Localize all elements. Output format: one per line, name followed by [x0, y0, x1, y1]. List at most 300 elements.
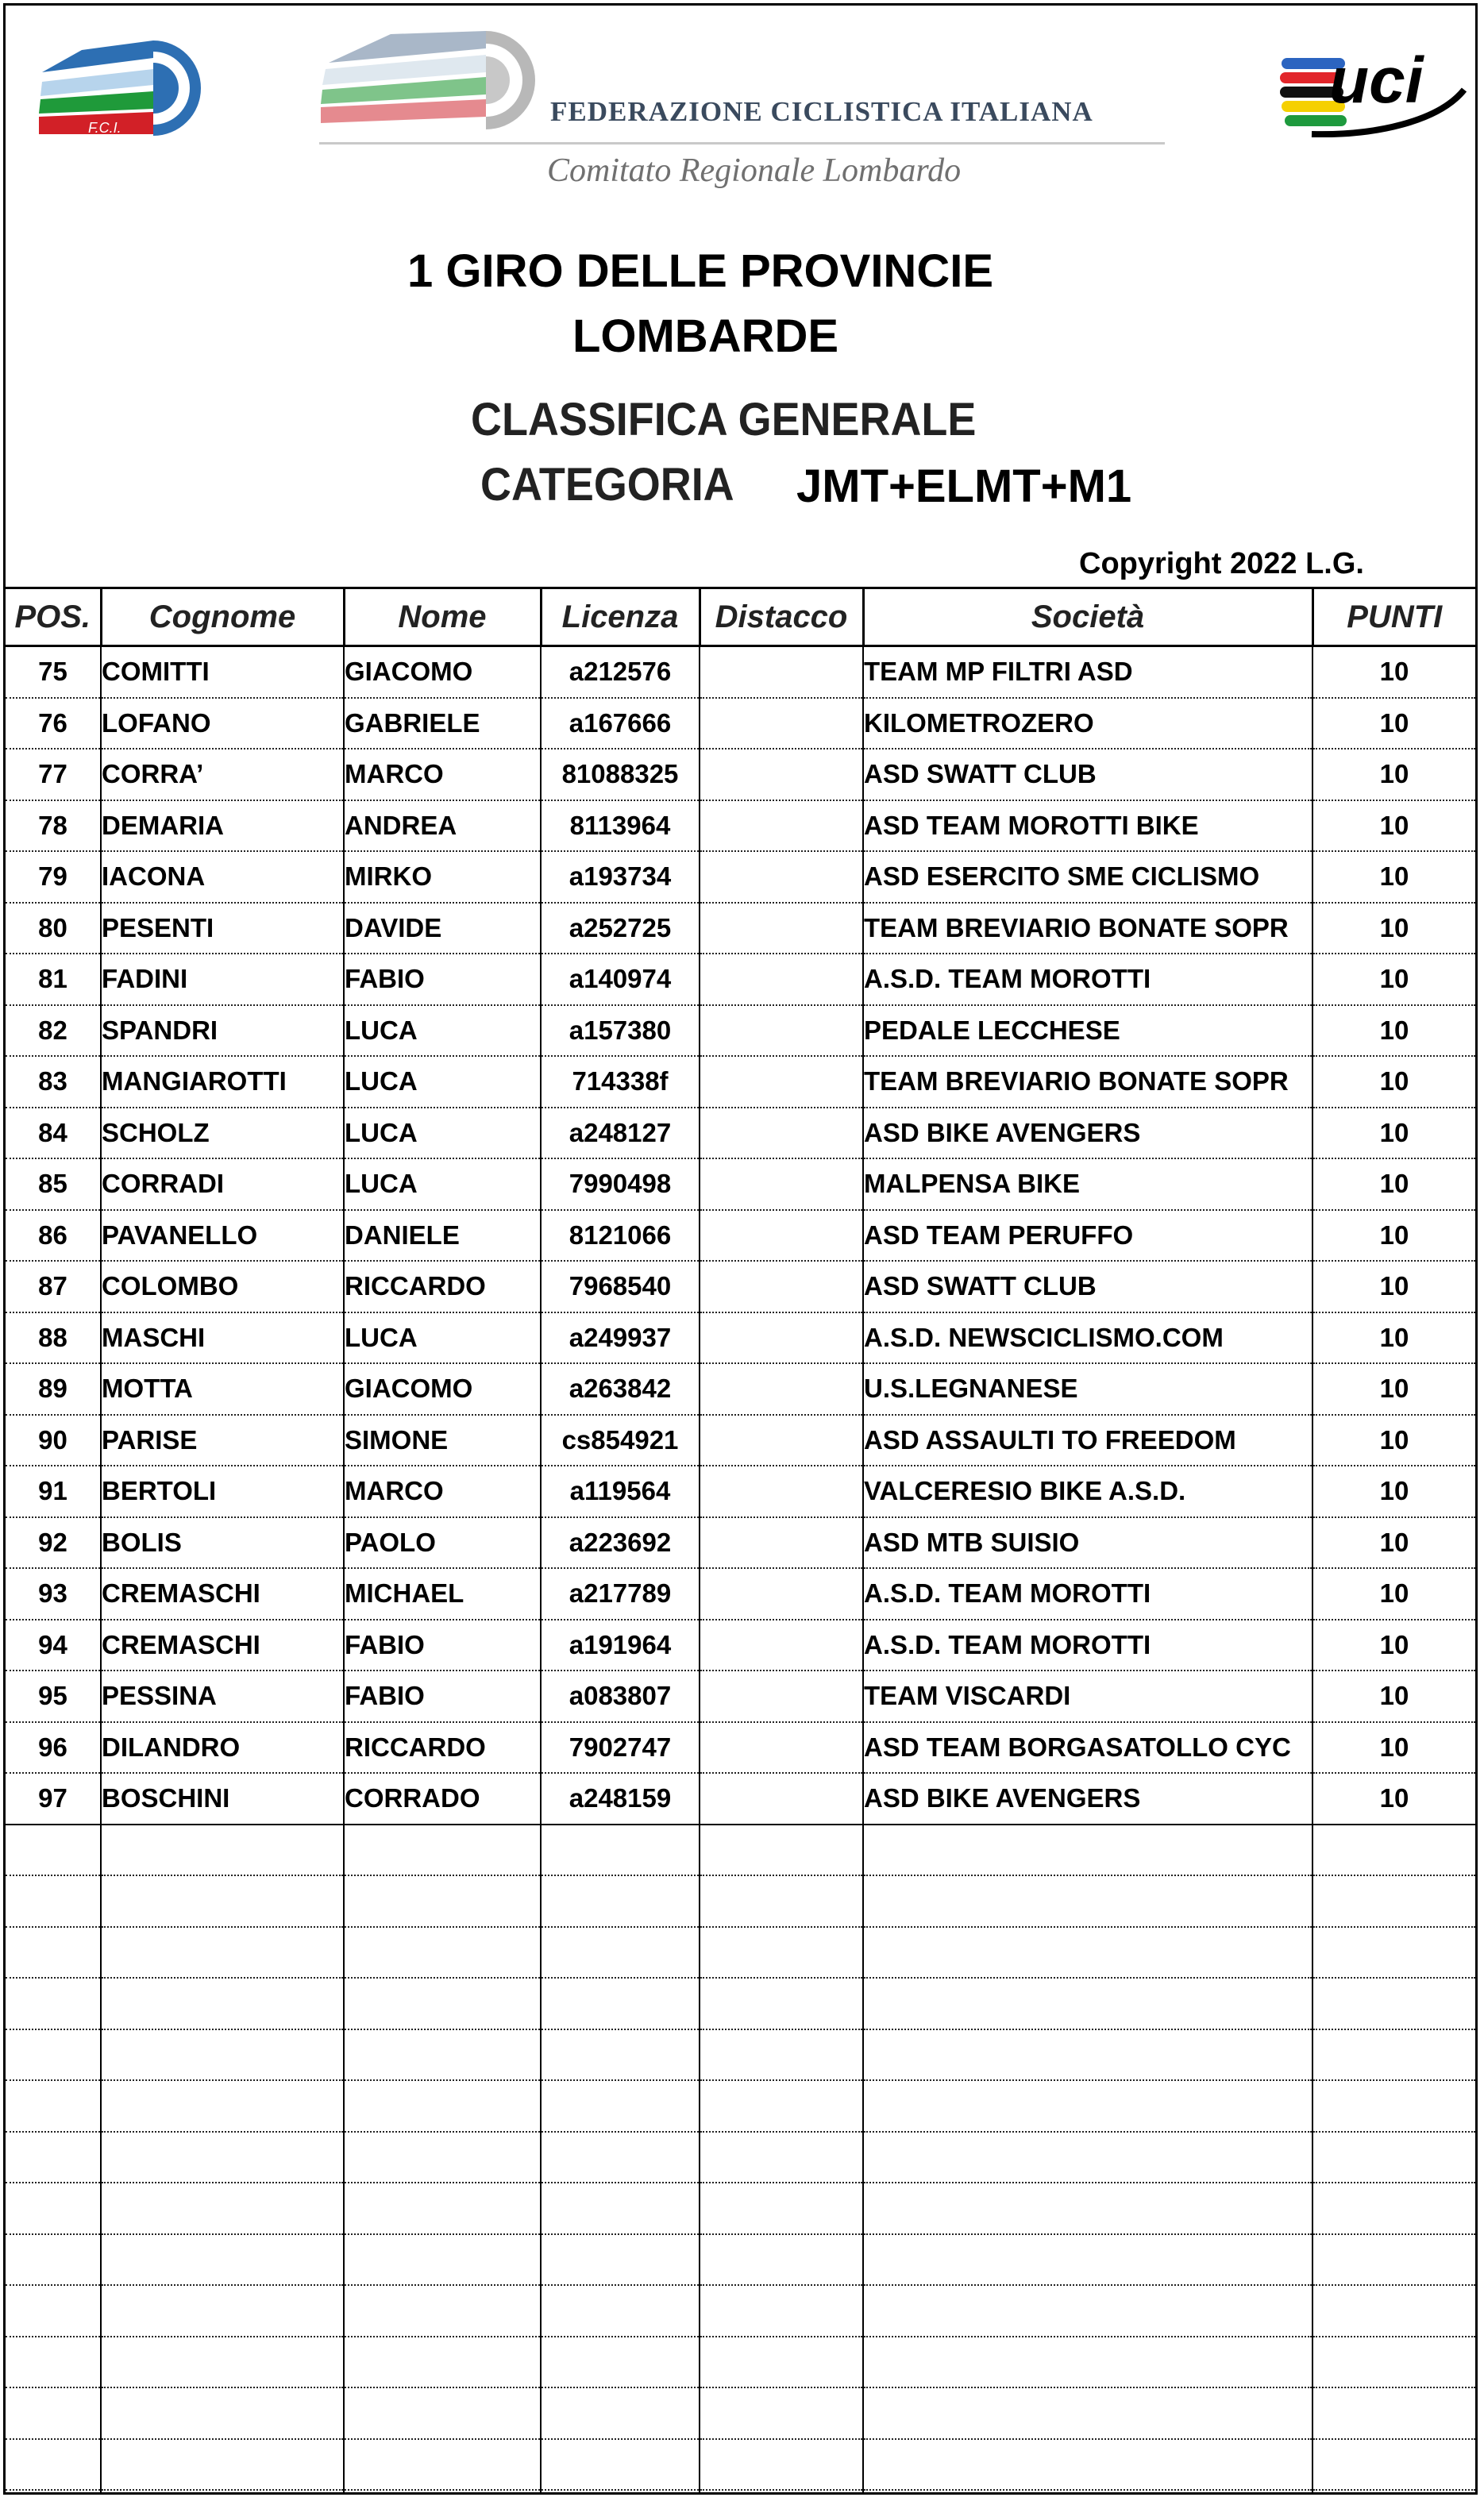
license-cell: [541, 1978, 700, 2029]
category-value: JMT+ELMT+M1: [796, 461, 1132, 512]
points-cell: 10: [1312, 698, 1475, 750]
position-cell: [6, 2490, 101, 2495]
column-header-pos: POS.: [6, 589, 101, 646]
license-cell: [541, 2029, 700, 2081]
surname-cell: [101, 1927, 344, 1979]
license-cell: a157380: [541, 1005, 700, 1057]
points-cell: 10: [1312, 1056, 1475, 1108]
gap-cell: [700, 1056, 863, 1108]
license-cell: a263842: [541, 1363, 700, 1415]
gap-cell: [700, 1671, 863, 1722]
position-cell: 75: [6, 646, 101, 698]
gap-cell: [700, 1722, 863, 1774]
surname-cell: CREMASCHI: [101, 1620, 344, 1671]
license-cell: a212576: [541, 646, 700, 698]
gap-cell: [700, 1363, 863, 1415]
surname-cell: SCHOLZ: [101, 1108, 344, 1159]
license-cell: a223692: [541, 1517, 700, 1569]
team-cell: [863, 2285, 1312, 2337]
fci-logo: [34, 34, 215, 141]
points-cell: [1312, 2132, 1475, 2183]
points-cell: 10: [1312, 1210, 1475, 1262]
table-row: [6, 2234, 1475, 2286]
surname-cell: PESSINA: [101, 1671, 344, 1722]
team-cell: ASD BIKE AVENGERS: [863, 1108, 1312, 1159]
points-cell: [1312, 2490, 1475, 2495]
position-cell: [6, 1927, 101, 1979]
gap-cell: [700, 2387, 863, 2439]
table-row: [6, 2337, 1475, 2388]
results-table: [6, 589, 1475, 2495]
surname-cell: IACONA: [101, 851, 344, 903]
license-cell: [541, 1875, 700, 1927]
team-cell: [863, 1978, 1312, 2029]
gap-cell: [700, 646, 863, 698]
event-title-line2: LOMBARDE: [572, 310, 839, 362]
position-cell: 81: [6, 954, 101, 1005]
gap-cell: [700, 851, 863, 903]
uci-logo-text: uci: [1329, 44, 1424, 117]
surname-cell: DEMARIA: [101, 800, 344, 852]
column-header-distacco: Distacco: [700, 589, 863, 646]
gap-cell: [700, 1978, 863, 2029]
position-cell: 79: [6, 851, 101, 903]
license-cell: [541, 2337, 700, 2388]
surname-cell: PARISE: [101, 1415, 344, 1466]
position-cell: 90: [6, 1415, 101, 1466]
team-cell: ASD ASSAULTI TO FREEDOM: [863, 1415, 1312, 1466]
table-row: [6, 903, 1475, 954]
position-cell: [6, 2285, 101, 2337]
points-cell: 10: [1312, 1466, 1475, 1517]
surname-cell: PAVANELLO: [101, 1210, 344, 1262]
table-row: [6, 1466, 1475, 1517]
first-name-cell: [344, 2490, 541, 2495]
surname-cell: DILANDRO: [101, 1722, 344, 1774]
gap-cell: [700, 2183, 863, 2234]
points-cell: 10: [1312, 851, 1475, 903]
table-row: [6, 800, 1475, 852]
points-cell: [1312, 2439, 1475, 2491]
classification-title: CLASSIFICA GENERALE: [471, 394, 977, 445]
first-name-cell: [344, 2132, 541, 2183]
team-cell: [863, 1825, 1312, 1876]
gap-cell: [700, 1210, 863, 1262]
uci-logo: [1280, 34, 1471, 137]
position-cell: [6, 2439, 101, 2491]
surname-cell: CORRA’: [101, 749, 344, 800]
team-cell: PEDALE LECCHESE: [863, 1005, 1312, 1057]
license-cell: a083807: [541, 1671, 700, 1722]
first-name-cell: FABIO: [344, 1671, 541, 1722]
gap-cell: [700, 2234, 863, 2286]
gap-cell: [700, 2337, 863, 2388]
table-row: [6, 2080, 1475, 2132]
position-cell: 96: [6, 1722, 101, 1774]
points-cell: [1312, 2337, 1475, 2388]
points-cell: 10: [1312, 800, 1475, 852]
points-cell: 10: [1312, 1415, 1475, 1466]
surname-cell: MOTTA: [101, 1363, 344, 1415]
first-name-cell: GABRIELE: [344, 698, 541, 750]
points-cell: [1312, 1825, 1475, 1876]
points-cell: 10: [1312, 1517, 1475, 1569]
first-name-cell: SIMONE: [344, 1415, 541, 1466]
first-name-cell: LUCA: [344, 1005, 541, 1057]
team-cell: VALCERESIO BIKE A.S.D.: [863, 1466, 1312, 1517]
license-cell: [541, 2490, 700, 2495]
surname-cell: COMITTI: [101, 646, 344, 698]
license-cell: a248159: [541, 1773, 700, 1825]
points-cell: 10: [1312, 1108, 1475, 1159]
table-row: [6, 1158, 1475, 1210]
results-sheet: [3, 3, 1478, 2495]
first-name-cell: FABIO: [344, 954, 541, 1005]
points-cell: [1312, 1875, 1475, 1927]
position-cell: [6, 2234, 101, 2286]
position-cell: 86: [6, 1210, 101, 1262]
gap-cell: [700, 903, 863, 954]
table-header-row: [6, 589, 1475, 646]
team-cell: [863, 2387, 1312, 2439]
surname-cell: [101, 2080, 344, 2132]
surname-cell: BOSCHINI: [101, 1773, 344, 1825]
position-cell: 85: [6, 1158, 101, 1210]
table-row: [6, 1671, 1475, 1722]
table-row: [6, 2183, 1475, 2234]
position-cell: [6, 1875, 101, 1927]
points-cell: [1312, 1978, 1475, 2029]
gap-cell: [700, 1005, 863, 1057]
license-cell: 7990498: [541, 1158, 700, 1210]
first-name-cell: LUCA: [344, 1056, 541, 1108]
license-cell: a193734: [541, 851, 700, 903]
table-row: [6, 1056, 1475, 1108]
surname-cell: [101, 1978, 344, 2029]
position-cell: 76: [6, 698, 101, 750]
first-name-cell: [344, 2337, 541, 2388]
position-cell: 83: [6, 1056, 101, 1108]
gap-cell: [700, 749, 863, 800]
surname-cell: [101, 1875, 344, 1927]
team-cell: ASD SWATT CLUB: [863, 749, 1312, 800]
team-cell: [863, 2337, 1312, 2388]
team-cell: U.S.LEGNANESE: [863, 1363, 1312, 1415]
surname-cell: PESENTI: [101, 903, 344, 954]
table-row: [6, 2490, 1475, 2495]
position-cell: [6, 2029, 101, 2081]
table-row: [6, 1312, 1475, 1364]
first-name-cell: MIRKO: [344, 851, 541, 903]
points-cell: [1312, 1927, 1475, 1979]
license-cell: a167666: [541, 698, 700, 750]
surname-cell: [101, 2285, 344, 2337]
points-cell: [1312, 2234, 1475, 2286]
gap-cell: [700, 2029, 863, 2081]
license-cell: cs854921: [541, 1415, 700, 1466]
team-cell: ASD TEAM MOROTTI BIKE: [863, 800, 1312, 852]
first-name-cell: DANIELE: [344, 1210, 541, 1262]
surname-cell: LOFANO: [101, 698, 344, 750]
position-cell: 93: [6, 1568, 101, 1620]
table-row: [6, 1210, 1475, 1262]
federation-flag-logo: [319, 28, 549, 129]
table-row: [6, 1568, 1475, 1620]
points-cell: 10: [1312, 1722, 1475, 1774]
license-cell: [541, 2439, 700, 2491]
position-cell: 92: [6, 1517, 101, 1569]
team-cell: [863, 2234, 1312, 2286]
first-name-cell: LUCA: [344, 1312, 541, 1364]
gap-cell: [700, 2490, 863, 2495]
license-cell: a217789: [541, 1568, 700, 1620]
license-cell: 7968540: [541, 1261, 700, 1312]
position-cell: 82: [6, 1005, 101, 1057]
gap-cell: [700, 2285, 863, 2337]
points-cell: 10: [1312, 903, 1475, 954]
points-cell: 10: [1312, 1568, 1475, 1620]
surname-cell: BERTOLI: [101, 1466, 344, 1517]
license-cell: 8121066: [541, 1210, 700, 1262]
table-row: [6, 1927, 1475, 1979]
first-name-cell: ANDREA: [344, 800, 541, 852]
column-header-licenza: Licenza: [541, 589, 700, 646]
table-row: [6, 698, 1475, 750]
points-cell: [1312, 2285, 1475, 2337]
table-row: [6, 1005, 1475, 1057]
position-cell: 94: [6, 1620, 101, 1671]
column-header-cognome: Cognome: [101, 589, 344, 646]
surname-cell: COLOMBO: [101, 1261, 344, 1312]
team-cell: A.S.D. TEAM MOROTTI: [863, 1568, 1312, 1620]
table-row: [6, 1722, 1475, 1774]
team-cell: [863, 1927, 1312, 1979]
event-title-line1: 1 GIRO DELLE PROVINCIE: [407, 245, 993, 297]
table-row: [6, 749, 1475, 800]
team-cell: ASD ESERCITO SME CICLISMO: [863, 851, 1312, 903]
license-cell: [541, 1825, 700, 1876]
first-name-cell: RICCARDO: [344, 1722, 541, 1774]
gap-cell: [700, 1108, 863, 1159]
team-cell: TEAM MP FILTRI ASD: [863, 646, 1312, 698]
gap-cell: [700, 1415, 863, 1466]
surname-cell: CORRADI: [101, 1158, 344, 1210]
table-row: [6, 2029, 1475, 2081]
first-name-cell: PAOLO: [344, 1517, 541, 1569]
gap-cell: [700, 800, 863, 852]
first-name-cell: [344, 1978, 541, 2029]
points-cell: 10: [1312, 954, 1475, 1005]
team-cell: ASD MTB SUISIO: [863, 1517, 1312, 1569]
position-cell: [6, 2387, 101, 2439]
gap-cell: [700, 1620, 863, 1671]
team-cell: ASD TEAM PERUFFO: [863, 1210, 1312, 1262]
table-row: [6, 1773, 1475, 1825]
position-cell: 80: [6, 903, 101, 954]
federation-name: FEDERAZIONE CICLISTICA ITALIANA: [550, 96, 1093, 127]
points-cell: 10: [1312, 1671, 1475, 1722]
first-name-cell: LUCA: [344, 1158, 541, 1210]
gap-cell: [700, 1773, 863, 1825]
position-cell: [6, 1978, 101, 2029]
first-name-cell: [344, 2285, 541, 2337]
table-row: [6, 954, 1475, 1005]
first-name-cell: [344, 2234, 541, 2286]
team-cell: [863, 2183, 1312, 2234]
table-row: [6, 2387, 1475, 2439]
surname-cell: MANGIAROTTI: [101, 1056, 344, 1108]
team-cell: TEAM BREVIARIO BONATE SOPR: [863, 903, 1312, 954]
table-row: [6, 851, 1475, 903]
table-row: [6, 646, 1475, 698]
position-cell: [6, 1825, 101, 1876]
team-cell: MALPENSA BIKE: [863, 1158, 1312, 1210]
first-name-cell: [344, 2029, 541, 2081]
first-name-cell: [344, 2439, 541, 2491]
team-cell: ASD SWATT CLUB: [863, 1261, 1312, 1312]
surname-cell: [101, 2490, 344, 2495]
federation-divider: [319, 142, 1165, 145]
committee-name: Comitato Regionale Lombardo: [547, 152, 962, 189]
license-cell: a248127: [541, 1108, 700, 1159]
position-cell: [6, 2080, 101, 2132]
license-cell: [541, 2132, 700, 2183]
points-cell: 10: [1312, 1312, 1475, 1364]
position-cell: [6, 2132, 101, 2183]
table-row: [6, 1517, 1475, 1569]
table-row: [6, 1978, 1475, 2029]
position-cell: 78: [6, 800, 101, 852]
team-cell: [863, 2490, 1312, 2495]
position-cell: 77: [6, 749, 101, 800]
first-name-cell: FABIO: [344, 1620, 541, 1671]
license-cell: a249937: [541, 1312, 700, 1364]
gap-cell: [700, 1927, 863, 1979]
first-name-cell: MARCO: [344, 1466, 541, 1517]
surname-cell: BOLIS: [101, 1517, 344, 1569]
first-name-cell: GIACOMO: [344, 646, 541, 698]
team-cell: TEAM VISCARDI: [863, 1671, 1312, 1722]
gap-cell: [700, 1261, 863, 1312]
gap-cell: [700, 1466, 863, 1517]
gap-cell: [700, 1158, 863, 1210]
surname-cell: CREMASCHI: [101, 1568, 344, 1620]
table-row: [6, 1108, 1475, 1159]
license-cell: 81088325: [541, 749, 700, 800]
points-cell: [1312, 2029, 1475, 2081]
first-name-cell: MARCO: [344, 749, 541, 800]
license-cell: a119564: [541, 1466, 700, 1517]
table-row: [6, 2439, 1475, 2491]
gap-cell: [700, 1875, 863, 1927]
first-name-cell: [344, 2387, 541, 2439]
license-cell: 8113964: [541, 800, 700, 852]
position-cell: 95: [6, 1671, 101, 1722]
surname-cell: [101, 2132, 344, 2183]
surname-cell: [101, 1825, 344, 1876]
gap-cell: [700, 2132, 863, 2183]
license-cell: 7902747: [541, 1722, 700, 1774]
surname-cell: [101, 2029, 344, 2081]
license-cell: [541, 2387, 700, 2439]
column-header-societa: Società: [863, 589, 1312, 646]
license-cell: a140974: [541, 954, 700, 1005]
table-row: [6, 1415, 1475, 1466]
gap-cell: [700, 954, 863, 1005]
team-cell: [863, 2132, 1312, 2183]
surname-cell: MASCHI: [101, 1312, 344, 1364]
position-cell: 91: [6, 1466, 101, 1517]
category-label: CATEGORIA: [480, 459, 734, 511]
table-row: [6, 2285, 1475, 2337]
position-cell: 89: [6, 1363, 101, 1415]
surname-cell: [101, 2387, 344, 2439]
first-name-cell: DAVIDE: [344, 903, 541, 954]
first-name-cell: MICHAEL: [344, 1568, 541, 1620]
points-cell: [1312, 2183, 1475, 2234]
points-cell: 10: [1312, 1158, 1475, 1210]
surname-cell: [101, 2234, 344, 2286]
team-cell: ASD TEAM BORGASATOLLO CYC: [863, 1722, 1312, 1774]
license-cell: [541, 2285, 700, 2337]
points-cell: 10: [1312, 749, 1475, 800]
team-cell: KILOMETROZERO: [863, 698, 1312, 750]
gap-cell: [700, 1312, 863, 1364]
license-cell: [541, 1927, 700, 1979]
team-cell: TEAM BREVIARIO BONATE SOPR: [863, 1056, 1312, 1108]
points-cell: 10: [1312, 1363, 1475, 1415]
table-row: [6, 2132, 1475, 2183]
column-header-nome: Nome: [344, 589, 541, 646]
surname-cell: [101, 2337, 344, 2388]
first-name-cell: [344, 2183, 541, 2234]
table-row: [6, 1620, 1475, 1671]
first-name-cell: GIACOMO: [344, 1363, 541, 1415]
points-cell: 10: [1312, 646, 1475, 698]
points-cell: 10: [1312, 1261, 1475, 1312]
points-cell: 10: [1312, 1773, 1475, 1825]
position-cell: 87: [6, 1261, 101, 1312]
first-name-cell: RICCARDO: [344, 1261, 541, 1312]
team-cell: A.S.D. TEAM MOROTTI: [863, 1620, 1312, 1671]
table-row: [6, 1261, 1475, 1312]
gap-cell: [700, 698, 863, 750]
team-cell: ASD BIKE AVENGERS: [863, 1773, 1312, 1825]
table-row: [6, 1363, 1475, 1415]
first-name-cell: [344, 2080, 541, 2132]
fci-logo-text: F.C.I.: [88, 120, 121, 136]
license-cell: [541, 2183, 700, 2234]
gap-cell: [700, 2439, 863, 2491]
position-cell: 97: [6, 1773, 101, 1825]
first-name-cell: [344, 1927, 541, 1979]
team-cell: [863, 2029, 1312, 2081]
surname-cell: SPANDRI: [101, 1005, 344, 1057]
team-cell: A.S.D. NEWSCICLISMO.COM: [863, 1312, 1312, 1364]
column-header-punti: PUNTI: [1312, 589, 1475, 646]
team-cell: [863, 1875, 1312, 1927]
license-cell: 714338f: [541, 1056, 700, 1108]
first-name-cell: [344, 1825, 541, 1876]
surname-cell: [101, 2439, 344, 2491]
first-name-cell: [344, 1875, 541, 1927]
surname-cell: FADINI: [101, 954, 344, 1005]
team-cell: A.S.D. TEAM MOROTTI: [863, 954, 1312, 1005]
first-name-cell: LUCA: [344, 1108, 541, 1159]
surname-cell: [101, 2183, 344, 2234]
team-cell: [863, 2439, 1312, 2491]
license-cell: a252725: [541, 903, 700, 954]
